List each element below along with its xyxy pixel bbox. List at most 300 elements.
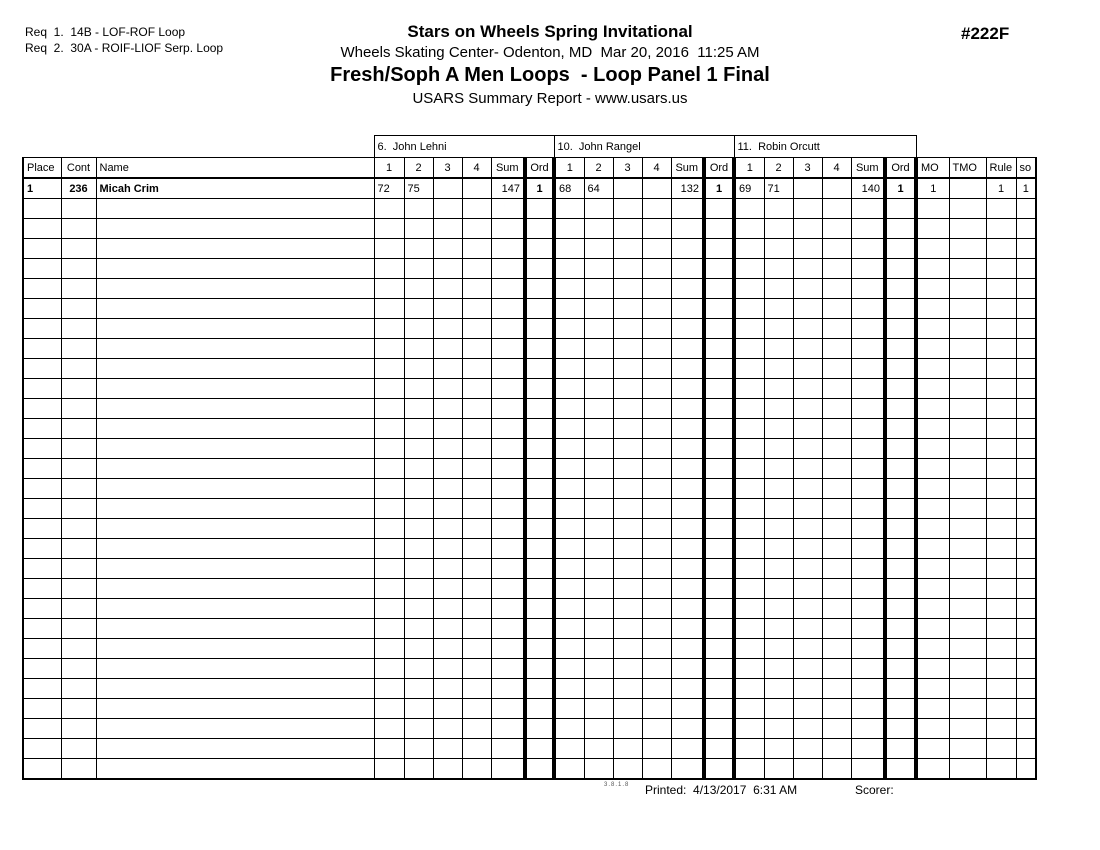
cell-sum [671, 399, 704, 419]
cell-name [96, 579, 374, 599]
cell-tmo [949, 319, 986, 339]
cell-score [613, 719, 642, 739]
cell-ord [885, 679, 916, 699]
cell-score [822, 219, 851, 239]
cell-score [462, 519, 491, 539]
cell-so [1016, 579, 1036, 599]
cell-score [764, 279, 793, 299]
cell-rule [986, 299, 1016, 319]
cell-rule [986, 479, 1016, 499]
cell-mo [916, 399, 949, 419]
cell-score [554, 539, 584, 559]
cell-score [433, 219, 462, 239]
cell-sum [491, 399, 525, 419]
cell-score-3 [793, 178, 822, 199]
col-header-mo: MO [916, 158, 949, 179]
cell-score [374, 399, 404, 419]
cell-score [793, 199, 822, 219]
cell-sum [491, 219, 525, 239]
cell-ord [525, 599, 554, 619]
cell-score [374, 279, 404, 299]
cell-score [554, 519, 584, 539]
cell-rule [986, 239, 1016, 259]
cell-so [1016, 499, 1036, 519]
cell-so [1016, 399, 1036, 419]
cell-score [554, 279, 584, 299]
band-spacer-left [23, 136, 374, 158]
cell-so [1016, 359, 1036, 379]
col-header-name: Name [96, 158, 374, 179]
cell-sum [851, 199, 885, 219]
cell-ord [885, 739, 916, 759]
cell-name [96, 679, 374, 699]
col-header-score3: 3 [793, 158, 822, 179]
cell-score [462, 299, 491, 319]
cell-score [793, 699, 822, 719]
cell-sum [671, 459, 704, 479]
cell-score [584, 539, 613, 559]
cell-score [554, 599, 584, 619]
cell-score [793, 339, 822, 359]
cell-score [374, 699, 404, 719]
cell-score [734, 319, 764, 339]
cell-rule [986, 279, 1016, 299]
cell-ord [525, 579, 554, 599]
cell-ord [704, 539, 734, 559]
title-block [0, 21, 1100, 109]
cell-ord [704, 279, 734, 299]
cell-sum [671, 359, 704, 379]
cell-score [734, 659, 764, 679]
cell-score [764, 639, 793, 659]
cell-score [433, 499, 462, 519]
cell-score [462, 359, 491, 379]
cell-cont [61, 499, 96, 519]
cell-score [822, 459, 851, 479]
cell-name [96, 239, 374, 259]
cell-ord [704, 339, 734, 359]
cell-ord [885, 539, 916, 559]
cell-score [404, 359, 433, 379]
cell-score [433, 239, 462, 259]
empty-row [23, 359, 1036, 379]
cell-name [96, 759, 374, 780]
cell-score [462, 499, 491, 519]
empty-row [23, 259, 1036, 279]
cell-sum: 147 [491, 178, 525, 199]
cell-score [462, 439, 491, 459]
cell-sum [491, 279, 525, 299]
col-header-tmo: TMO [949, 158, 986, 179]
report-subtitle: USARS Summary Report - www.usars.us [412, 90, 688, 107]
empty-row [23, 519, 1036, 539]
cell-so [1016, 439, 1036, 459]
cell-so [1016, 519, 1036, 539]
cell-score [734, 419, 764, 439]
cell-sum [491, 739, 525, 759]
cell-ord: 1 [525, 178, 554, 199]
cell-score [734, 479, 764, 499]
col-header-sum: Sum [851, 158, 885, 179]
cell-score [374, 219, 404, 239]
cell-ord [525, 439, 554, 459]
cell-score [433, 339, 462, 359]
col-header-score3: 3 [613, 158, 642, 179]
event-title: Fresh/Soph A Men Loops - Loop Panel 1 Final [330, 64, 770, 86]
cell-score [554, 659, 584, 679]
cell-score [462, 639, 491, 659]
cell-score [642, 659, 671, 679]
judge-name-header: 10. John Rangel [554, 136, 734, 158]
cell-ord [525, 619, 554, 639]
cell-score [404, 699, 433, 719]
cell-score [793, 579, 822, 599]
cell-name [96, 619, 374, 639]
cell-score [793, 319, 822, 339]
cell-score-4 [822, 178, 851, 199]
cell-place [23, 679, 61, 699]
cell-ord [525, 759, 554, 780]
cell-score [793, 599, 822, 619]
cell-score [613, 239, 642, 259]
cell-cont [61, 339, 96, 359]
cell-ord [704, 719, 734, 739]
cell-score [734, 279, 764, 299]
cell-score [404, 679, 433, 699]
cell-score [554, 379, 584, 399]
cell-place [23, 699, 61, 719]
cell-tmo [949, 439, 986, 459]
cell-sum [671, 519, 704, 539]
cell-ord [704, 259, 734, 279]
cell-score [734, 739, 764, 759]
cell-score [822, 339, 851, 359]
cell-score [734, 759, 764, 780]
cell-place [23, 519, 61, 539]
cell-cont [61, 199, 96, 219]
cell-rule [986, 379, 1016, 399]
cell-score [642, 759, 671, 780]
cell-ord [885, 219, 916, 239]
cell-score-2: 71 [764, 178, 793, 199]
cell-tmo [949, 399, 986, 419]
cell-sum [671, 199, 704, 219]
cell-score [764, 739, 793, 759]
cell-score [822, 739, 851, 759]
cell-score-3 [613, 178, 642, 199]
cell-score [404, 479, 433, 499]
cell-sum [671, 379, 704, 399]
cell-score [374, 639, 404, 659]
cell-place [23, 419, 61, 439]
cell-name [96, 419, 374, 439]
cell-score [642, 599, 671, 619]
cell-score [642, 299, 671, 319]
cell-score [554, 699, 584, 719]
cell-score [374, 579, 404, 599]
cell-sum [491, 479, 525, 499]
cell-score [793, 379, 822, 399]
cell-sum [851, 539, 885, 559]
cell-sum [491, 699, 525, 719]
cell-so [1016, 659, 1036, 679]
cell-score [584, 199, 613, 219]
judge-band-row [23, 136, 1036, 158]
cell-score [822, 659, 851, 679]
cell-score [404, 519, 433, 539]
cell-score [433, 719, 462, 739]
cell-score [404, 739, 433, 759]
cell-so [1016, 319, 1036, 339]
cell-score [374, 479, 404, 499]
cell-ord [885, 559, 916, 579]
cell-score [584, 259, 613, 279]
cell-score [613, 359, 642, 379]
cell-score [462, 579, 491, 599]
cell-score [584, 759, 613, 780]
cell-sum [491, 299, 525, 319]
cell-score [734, 639, 764, 659]
col-header-cont: Cont [61, 158, 96, 179]
score-table [22, 135, 1037, 780]
cell-score [793, 499, 822, 519]
col-header-place: Place [23, 158, 61, 179]
col-header-ord: Ord [525, 158, 554, 179]
cell-score [462, 479, 491, 499]
cell-ord [704, 299, 734, 319]
cell-score [764, 339, 793, 359]
cell-ord [885, 439, 916, 459]
cell-score [642, 519, 671, 539]
cell-place [23, 559, 61, 579]
cell-score [433, 319, 462, 339]
cell-sum [491, 719, 525, 739]
cell-ord [885, 659, 916, 679]
cell-name [96, 359, 374, 379]
cell-so [1016, 599, 1036, 619]
cell-mo [916, 499, 949, 519]
cell-score-2: 75 [404, 178, 433, 199]
cell-score [584, 319, 613, 339]
cell-score [433, 359, 462, 379]
cell-ord [885, 479, 916, 499]
cell-ord [704, 319, 734, 339]
cell-sum [671, 639, 704, 659]
cell-score [433, 259, 462, 279]
cell-rule [986, 399, 1016, 419]
cell-score [822, 439, 851, 459]
cell-score [734, 239, 764, 259]
cell-score [613, 759, 642, 780]
cell-score [584, 459, 613, 479]
cell-score [642, 239, 671, 259]
cell-sum [491, 439, 525, 459]
cell-score [462, 199, 491, 219]
cell-ord [525, 239, 554, 259]
cell-score [734, 519, 764, 539]
cell-sum [671, 539, 704, 559]
cell-score [642, 379, 671, 399]
cell-place [23, 239, 61, 259]
cell-score [642, 739, 671, 759]
req-line: Req 1. 14B - LOF-ROF Loop [25, 25, 186, 39]
cell-place [23, 199, 61, 219]
cell-so [1016, 279, 1036, 299]
cell-so [1016, 199, 1036, 219]
col-header-ord: Ord [885, 158, 916, 179]
cell-mo [916, 479, 949, 499]
cell-score [822, 759, 851, 780]
cell-so: 1 [1016, 178, 1036, 199]
cell-so [1016, 339, 1036, 359]
cell-score [793, 479, 822, 499]
cell-score [613, 699, 642, 719]
empty-row [23, 679, 1036, 699]
cell-so [1016, 679, 1036, 699]
cell-place [23, 479, 61, 499]
col-header-ord: Ord [704, 158, 734, 179]
cell-ord [885, 459, 916, 479]
cell-rule [986, 219, 1016, 239]
cell-ord [525, 739, 554, 759]
cell-name [96, 219, 374, 239]
cell-tmo [949, 619, 986, 639]
cell-ord [885, 359, 916, 379]
cell-score [822, 479, 851, 499]
cell-sum [851, 599, 885, 619]
cell-score [822, 419, 851, 439]
cell-ord [525, 339, 554, 359]
cell-score [613, 499, 642, 519]
cell-score [404, 539, 433, 559]
cell-score [433, 519, 462, 539]
cell-sum [671, 659, 704, 679]
cell-score [404, 419, 433, 439]
cell-score [462, 559, 491, 579]
cell-score [793, 619, 822, 639]
cell-score [822, 259, 851, 279]
cell-sum [671, 339, 704, 359]
cell-cont [61, 619, 96, 639]
cell-score [793, 559, 822, 579]
cell-mo [916, 299, 949, 319]
cell-rule [986, 639, 1016, 659]
cell-place [23, 759, 61, 780]
cell-score [374, 599, 404, 619]
cell-mo [916, 219, 949, 239]
cell-cont [61, 519, 96, 539]
cell-score [433, 599, 462, 619]
cell-sum [671, 499, 704, 519]
cell-mo [916, 459, 949, 479]
cell-score [734, 259, 764, 279]
cell-score [462, 279, 491, 299]
cell-score [374, 499, 404, 519]
cell-score [613, 459, 642, 479]
cell-score [642, 279, 671, 299]
printed-label: Printed: 4/13/2017 6:31 AM [645, 783, 798, 797]
cell-score [584, 419, 613, 439]
cell-score [584, 499, 613, 519]
cell-cont [61, 539, 96, 559]
cell-sum [491, 419, 525, 439]
cell-cont [61, 579, 96, 599]
cell-sum [851, 279, 885, 299]
cell-score [404, 259, 433, 279]
cell-cont [61, 599, 96, 619]
cell-mo [916, 759, 949, 780]
cell-ord [525, 559, 554, 579]
cell-name [96, 599, 374, 619]
cell-ord [525, 219, 554, 239]
cell-ord: 1 [885, 178, 916, 199]
cell-sum [491, 559, 525, 579]
cell-name [96, 519, 374, 539]
cell-mo [916, 439, 949, 459]
col-header-score1: 1 [554, 158, 584, 179]
cell-sum [851, 379, 885, 399]
cell-rule [986, 519, 1016, 539]
cell-rule [986, 679, 1016, 699]
cell-tmo [949, 579, 986, 599]
cell-score [613, 379, 642, 399]
cell-score [764, 419, 793, 439]
cell-score [613, 659, 642, 679]
cell-rule [986, 739, 1016, 759]
cell-mo [916, 679, 949, 699]
cell-tmo [949, 239, 986, 259]
cell-score [793, 759, 822, 780]
cell-rule [986, 419, 1016, 439]
cell-ord [885, 399, 916, 419]
cell-score [613, 259, 642, 279]
cell-ord [525, 419, 554, 439]
cell-rule [986, 659, 1016, 679]
cell-so [1016, 299, 1036, 319]
cell-so [1016, 479, 1036, 499]
cell-cont [61, 319, 96, 339]
cell-score [462, 599, 491, 619]
column-header-row [23, 158, 1036, 179]
cell-ord [704, 659, 734, 679]
cell-name [96, 339, 374, 359]
cell-score [374, 239, 404, 259]
cell-ord [885, 519, 916, 539]
cell-ord [704, 459, 734, 479]
cell-score [793, 519, 822, 539]
cell-name [96, 479, 374, 499]
cell-rule [986, 599, 1016, 619]
cell-sum [671, 679, 704, 699]
cell-score [404, 319, 433, 339]
cell-ord [704, 399, 734, 419]
cell-ord [525, 719, 554, 739]
cell-ord [704, 379, 734, 399]
cell-place [23, 539, 61, 559]
cell-sum [851, 239, 885, 259]
cell-score [764, 199, 793, 219]
cell-mo [916, 719, 949, 739]
cell-cont [61, 439, 96, 459]
cell-score [554, 619, 584, 639]
cell-score [462, 699, 491, 719]
cell-score [764, 519, 793, 539]
cell-score [433, 479, 462, 499]
cell-sum [491, 259, 525, 279]
cell-score [764, 719, 793, 739]
cell-score [584, 659, 613, 679]
cell-score [374, 359, 404, 379]
